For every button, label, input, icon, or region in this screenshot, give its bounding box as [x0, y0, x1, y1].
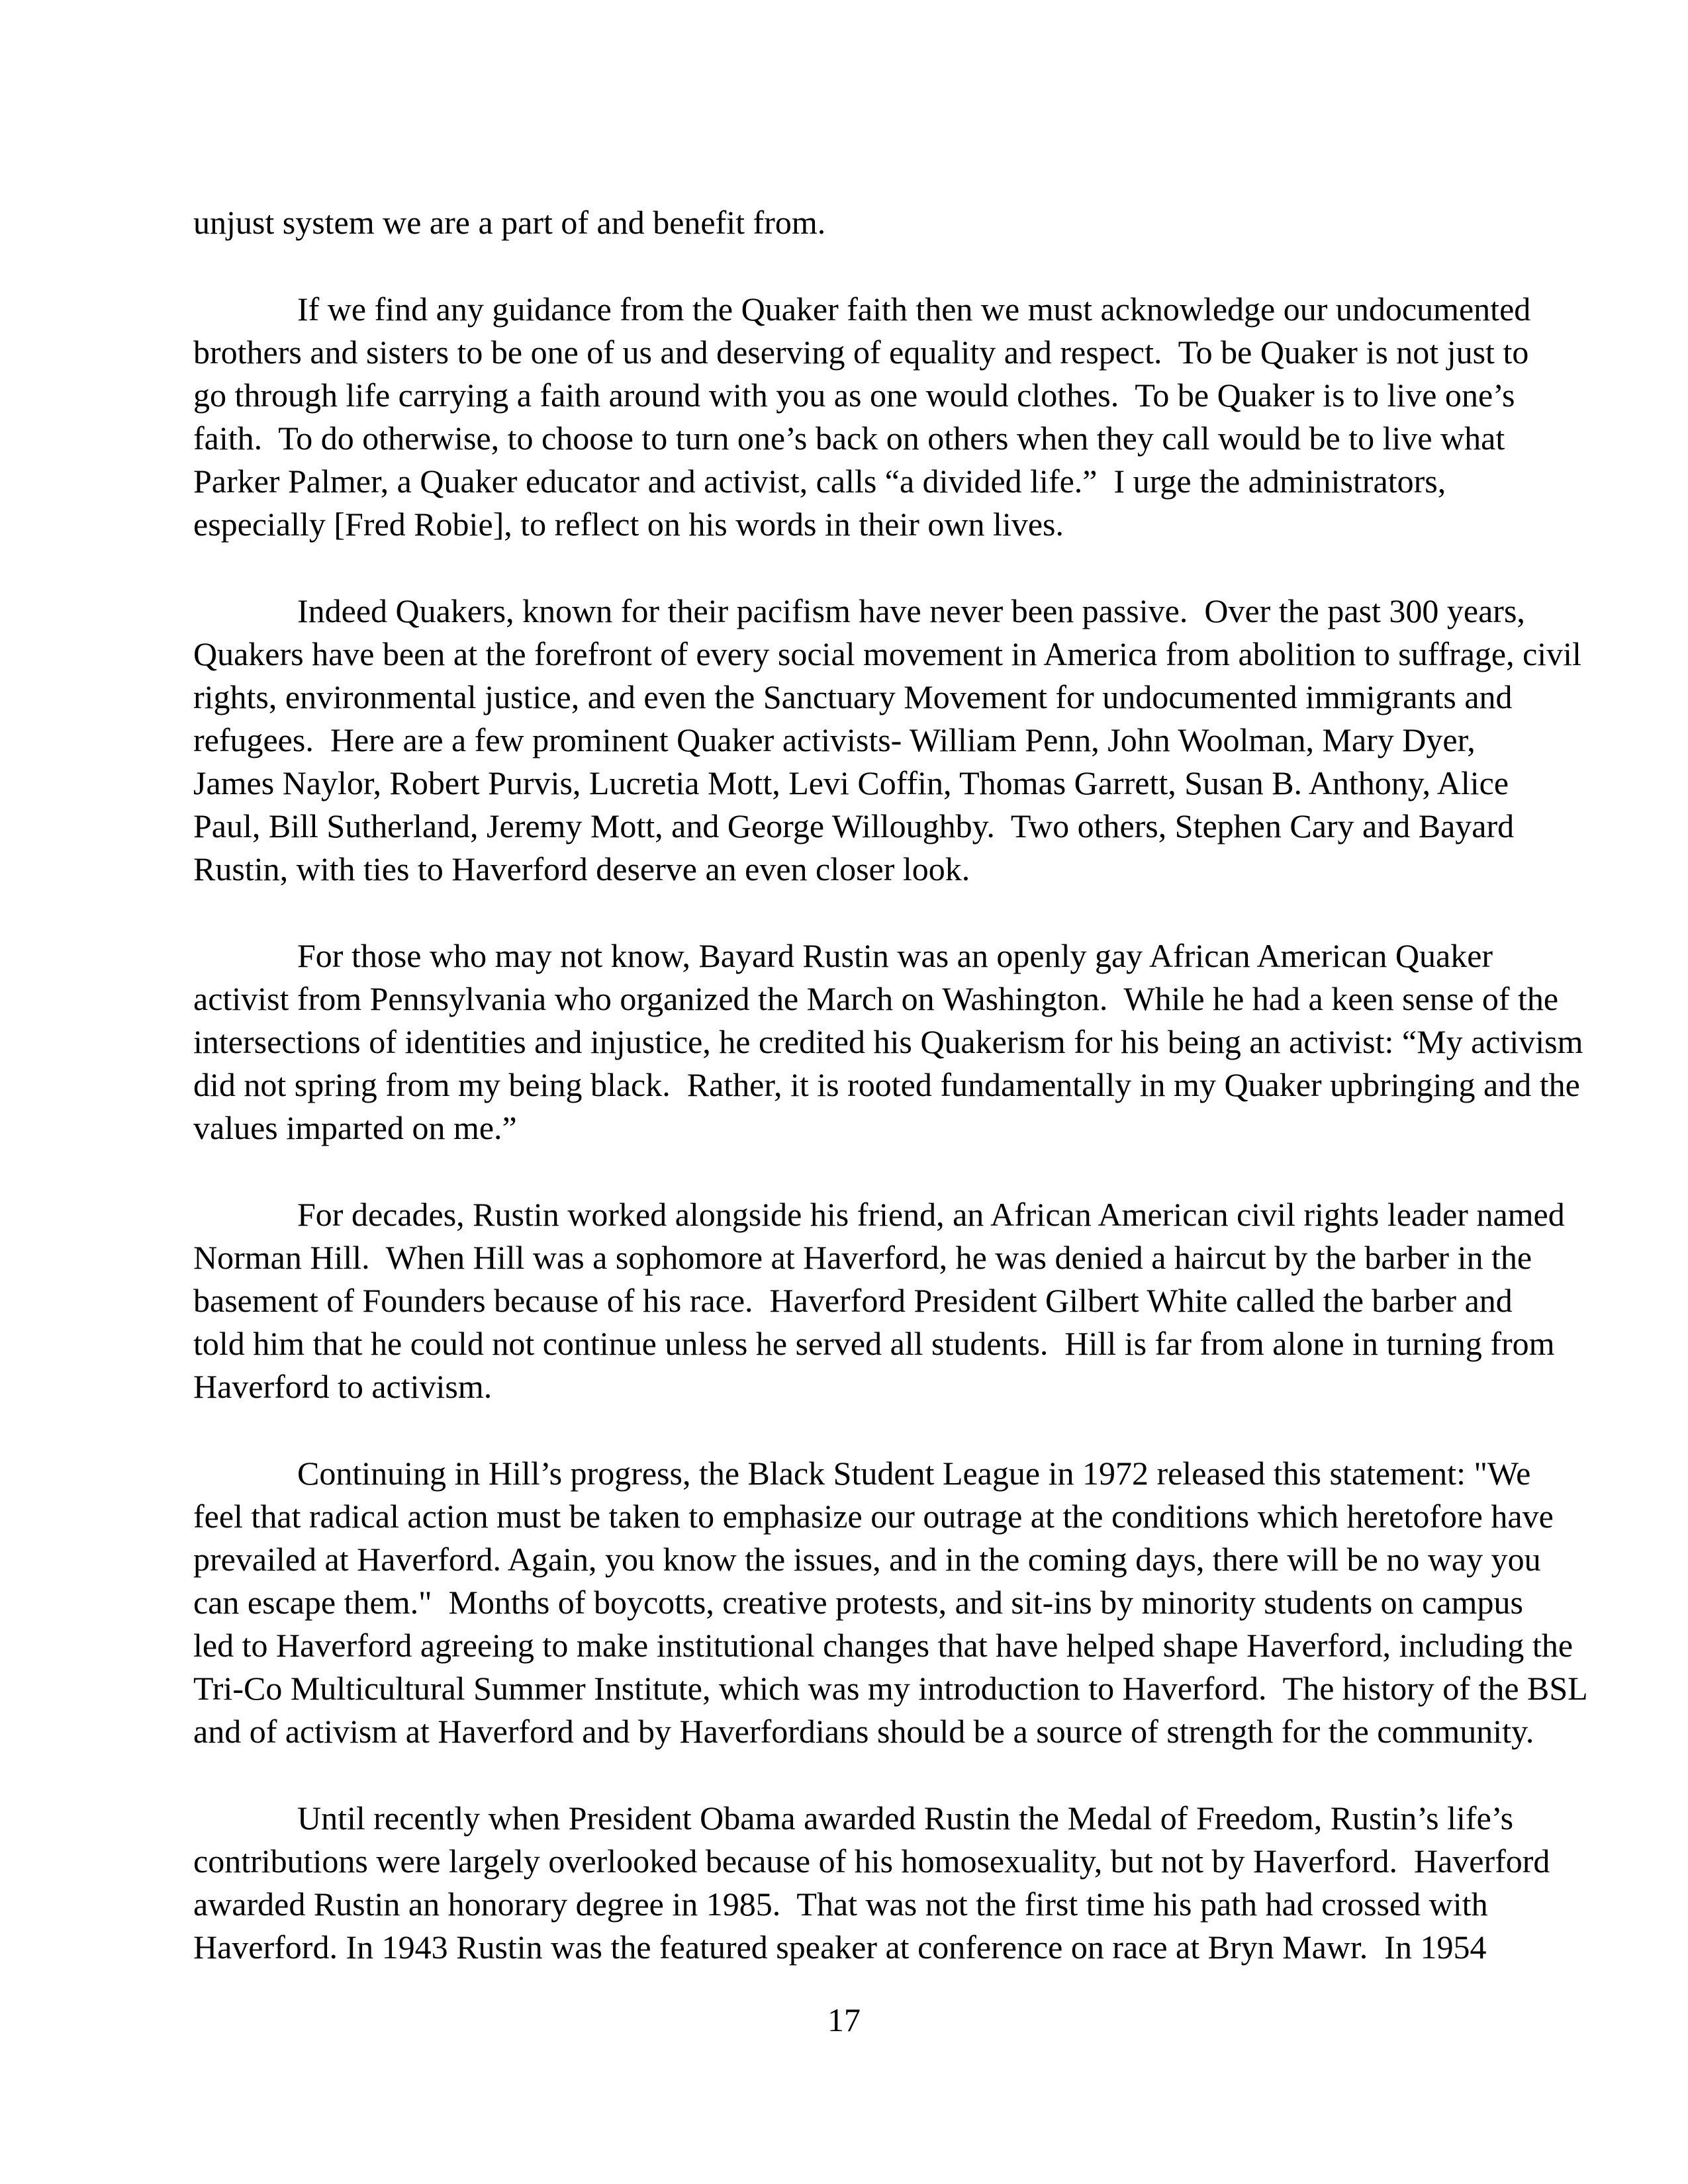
document-body [193, 201, 1588, 2013]
paragraph: Indeed Quakers, known for their pacifism have never been passive. Over the past 300 years, Quakers have been at the forefront of every social movement in America from abolition to suffrage, civil rights, environmental justice, and even the Sanctuary Movement for undocumented immigrants and refugees. Here are a few prominent Quaker activists- William Penn, John Woolman, Mary Dyer, James Naylor, Robert Purvis, Lucretia Mott, Levi Coffin, Thomas Garrett, Susan B. Anthony, Alice Paul, Bill Sutherland, Jeremy Mott, and George Willoughby. Two others, Stephen Cary and Bayard Rustin, with ties to Haverford deserve an even closer look. [193, 592, 1581, 887]
paragraph: unjust system we are a part of and benefit from. [193, 204, 826, 241]
paragraph: For decades, Rustin worked alongside his friend, an African American civil rights leader named Norman Hill. When Hill was a sophomore at Haverford, he was denied a haircut by the barber in the basement of Founders because of his race. Haverford President Gilbert White called the barber and told him that he could not continue unless he served all students. Hill is far from alone in turning from Haverford to activism. [193, 1196, 1565, 1405]
paragraph: If we find any guidance from the Quaker faith then we must acknowledge our undocumented brothers and sisters to be one of us and deserving of equality and respect. To be Quaker is not just to go through life carrying a faith around with you as one would clothes. To be Quaker is to live one’s faith. To do otherwise, to choose to turn one’s back on others when they call would be to live what Parker Palmer, a Quaker educator and activist, calls “a divided life.” I urge the administrators, especially [Fred Robie], to reflect on his words in their own lives. [193, 291, 1531, 543]
paragraph: For those who may not know, Bayard Rustin was an openly gay African American Quaker activist from Pennsylvania who organized the March on Washington. While he had a keen sense of the intersections of identities and injustice, he credited his Quakerism for his being an activist: “My activism did not spring from my being black. Rather, it is rooted fundamentally in my Quaker upbringing and the values imparted on me.” [193, 937, 1583, 1146]
paragraph: Until recently when President Obama awarded Rustin the Medal of Freedom, Rustin’s life’s contributions were largely overlooked because of his homosexuality, but not by Haverford. Haverford awarded Rustin an honorary degree in 1985. That was not the first time his path had crossed with Haverford. In 1943 Rustin was the featured speaker at conference on race at Bryn Mawr. In 1954 [193, 1799, 1550, 1966]
paragraph: Continuing in Hill’s progress, the Black Student League in 1972 released this statement: "We feel that radical action must be taken to emphasize our outrage at the conditions which heretofore have prevailed at Haverford. Again, you know the issues, and in the coming days, there will be no way you can escape them." Months of boycotts, creative protests, and sit-ins by minority students on campus led to Haverford agreeing to make institutional changes that have helped shape Haverford, including the Tri-Co Multicultural Summer Institute, which was my introduction to Haverford. The history of the BSL and of activism at Haverford and by Haverfordians should be a source of strength for the community. [193, 1455, 1588, 1750]
page-number: 17 [827, 2001, 861, 2038]
